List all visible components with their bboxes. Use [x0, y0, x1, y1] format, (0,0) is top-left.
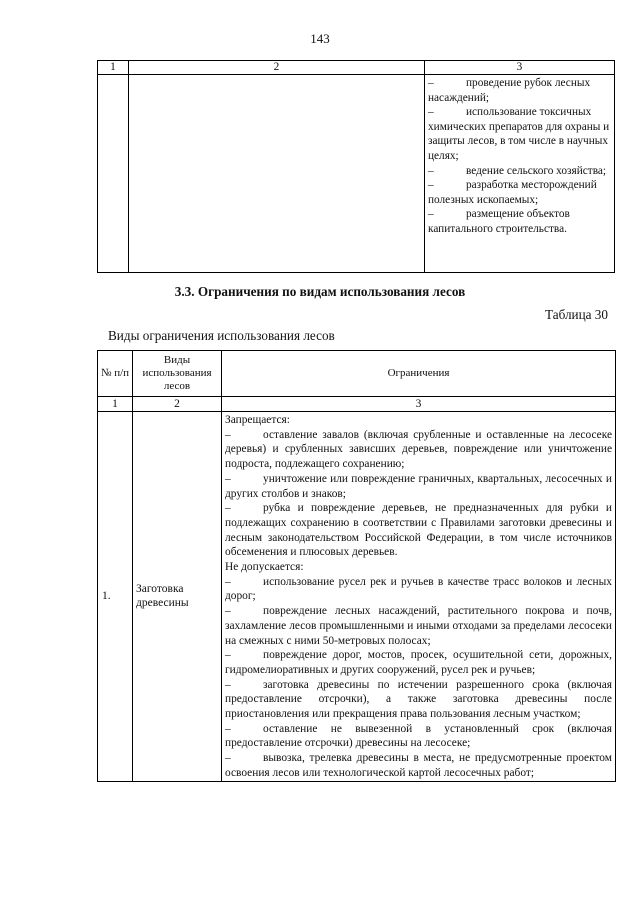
dash: – [428, 77, 434, 89]
list-item-text: проведение рубок лесных насаждений; [428, 77, 591, 104]
dash: – [428, 106, 434, 119]
list-item [225, 472, 612, 501]
list-item [225, 575, 612, 604]
list-item-text: оставление не вывезенной в установленный срок (включая предоставление отсрочки) древесины на лесосеке; [225, 722, 612, 750]
header-number: № п/п [98, 351, 133, 397]
section-heading: 3.3. Ограничения по видам использования лесов [174, 284, 466, 299]
list-item-text: ведение сельского хозяйства; [466, 164, 607, 177]
continued-table [97, 60, 615, 273]
list-item [225, 501, 612, 560]
dash: – [225, 428, 231, 441]
list-item [428, 105, 611, 163]
not-allowed-label: Не допускается: [225, 561, 304, 574]
restrictions-table [97, 350, 616, 782]
column-number: 2 [133, 397, 222, 412]
list-item [225, 751, 612, 780]
list-item-text: использование токсичных химических препаратов для охраны и защиты лесов, в том числе в научных целях; [428, 106, 610, 162]
list-item-text: размещение объектов капитального строительства. [428, 208, 570, 235]
list-item [428, 164, 611, 179]
table-row [98, 412, 616, 782]
list-item [225, 678, 612, 722]
list-item [428, 178, 611, 207]
dash: – [225, 649, 231, 662]
table-label: Таблица 30 [545, 307, 608, 322]
dash: – [225, 472, 231, 485]
dash: – [428, 164, 434, 177]
page-number: 143 [310, 31, 330, 46]
restrictions-cell [222, 412, 616, 782]
dash: – [225, 575, 231, 588]
list-item-text: повреждение лесных насаждений, растительного покрова и почв, захламление лесов промышленными и иными отходами за пределами лесосеки на смежных с ними 50-метровых полосах; [225, 605, 612, 647]
dash: – [225, 722, 231, 735]
dash: – [225, 605, 231, 618]
header-restrictions: Ограничения [222, 351, 616, 397]
table-header-row [98, 351, 616, 397]
column-numbers-row [98, 397, 616, 412]
list-item-text: повреждение дорог, мостов, просек, осушительной сети, дорожных, гидромелиоративных и других сооружений, русел рек и ручьев; [225, 649, 612, 676]
row-number: 1. [98, 412, 133, 782]
dash: – [428, 208, 434, 221]
column-number: 2 [129, 61, 425, 75]
list-item [428, 76, 611, 105]
empty-cell [98, 75, 129, 273]
list-item [428, 207, 611, 236]
column-number: 3 [425, 61, 615, 75]
dash: – [225, 502, 231, 515]
table-caption: Виды ограничения использования лесов [108, 328, 335, 343]
list-item-text: использование русел рек и ручьев в качестве трасс волоков и лесных дорог; [225, 575, 612, 603]
list-item-text: оставление завалов (включая срубленные и оставленные на лесосеке деревья) и срубленных зависших деревьев, повреждение или уничтожение подроста, подлежащего сохранению; [225, 428, 612, 471]
dash: – [225, 678, 231, 691]
list-item [225, 648, 612, 677]
list-item-text: уничтожение или повреждение граничных, квартальных, лесосечных и других столбов и знаков; [225, 472, 612, 500]
restrictions-cell [425, 75, 615, 273]
column-number: 1 [98, 397, 133, 412]
list-item [225, 428, 612, 472]
list-item-text: разработка месторождений полезных ископаемых; [428, 179, 597, 206]
column-number: 1 [98, 61, 129, 75]
header-use-type: Виды использования лесов [133, 351, 222, 397]
dash: – [428, 179, 434, 192]
list-item [225, 722, 612, 751]
empty-cell [129, 75, 425, 273]
prohibited-label: Запрещается: [225, 414, 290, 426]
dash: – [225, 752, 231, 765]
use-type: Заготовка древесины [133, 412, 222, 782]
list-item-text: вывозка, трелевка древесины в места, не предусмотренные проектом освоения лесов или технологической картой лесосечных работ; [225, 752, 612, 779]
list-item-text: заготовка древесины по истечении разрешенного срока (включая предоставление отсрочки), а также заготовка древесины после приостановления или прекращения права пользования лесным участком; [225, 678, 612, 721]
table-row [98, 75, 615, 273]
table-header-row [98, 61, 615, 75]
list-item [225, 604, 612, 648]
column-number: 3 [222, 397, 616, 412]
list-item-text: рубка и повреждение деревьев, не предназначенных для рубки и подлежащих сохранению в соответствии с Правилами заготовки древесины и лесным законодательством Российской Федерации, в том числе источников обсеменения и плюсовых деревьев. [225, 502, 612, 559]
